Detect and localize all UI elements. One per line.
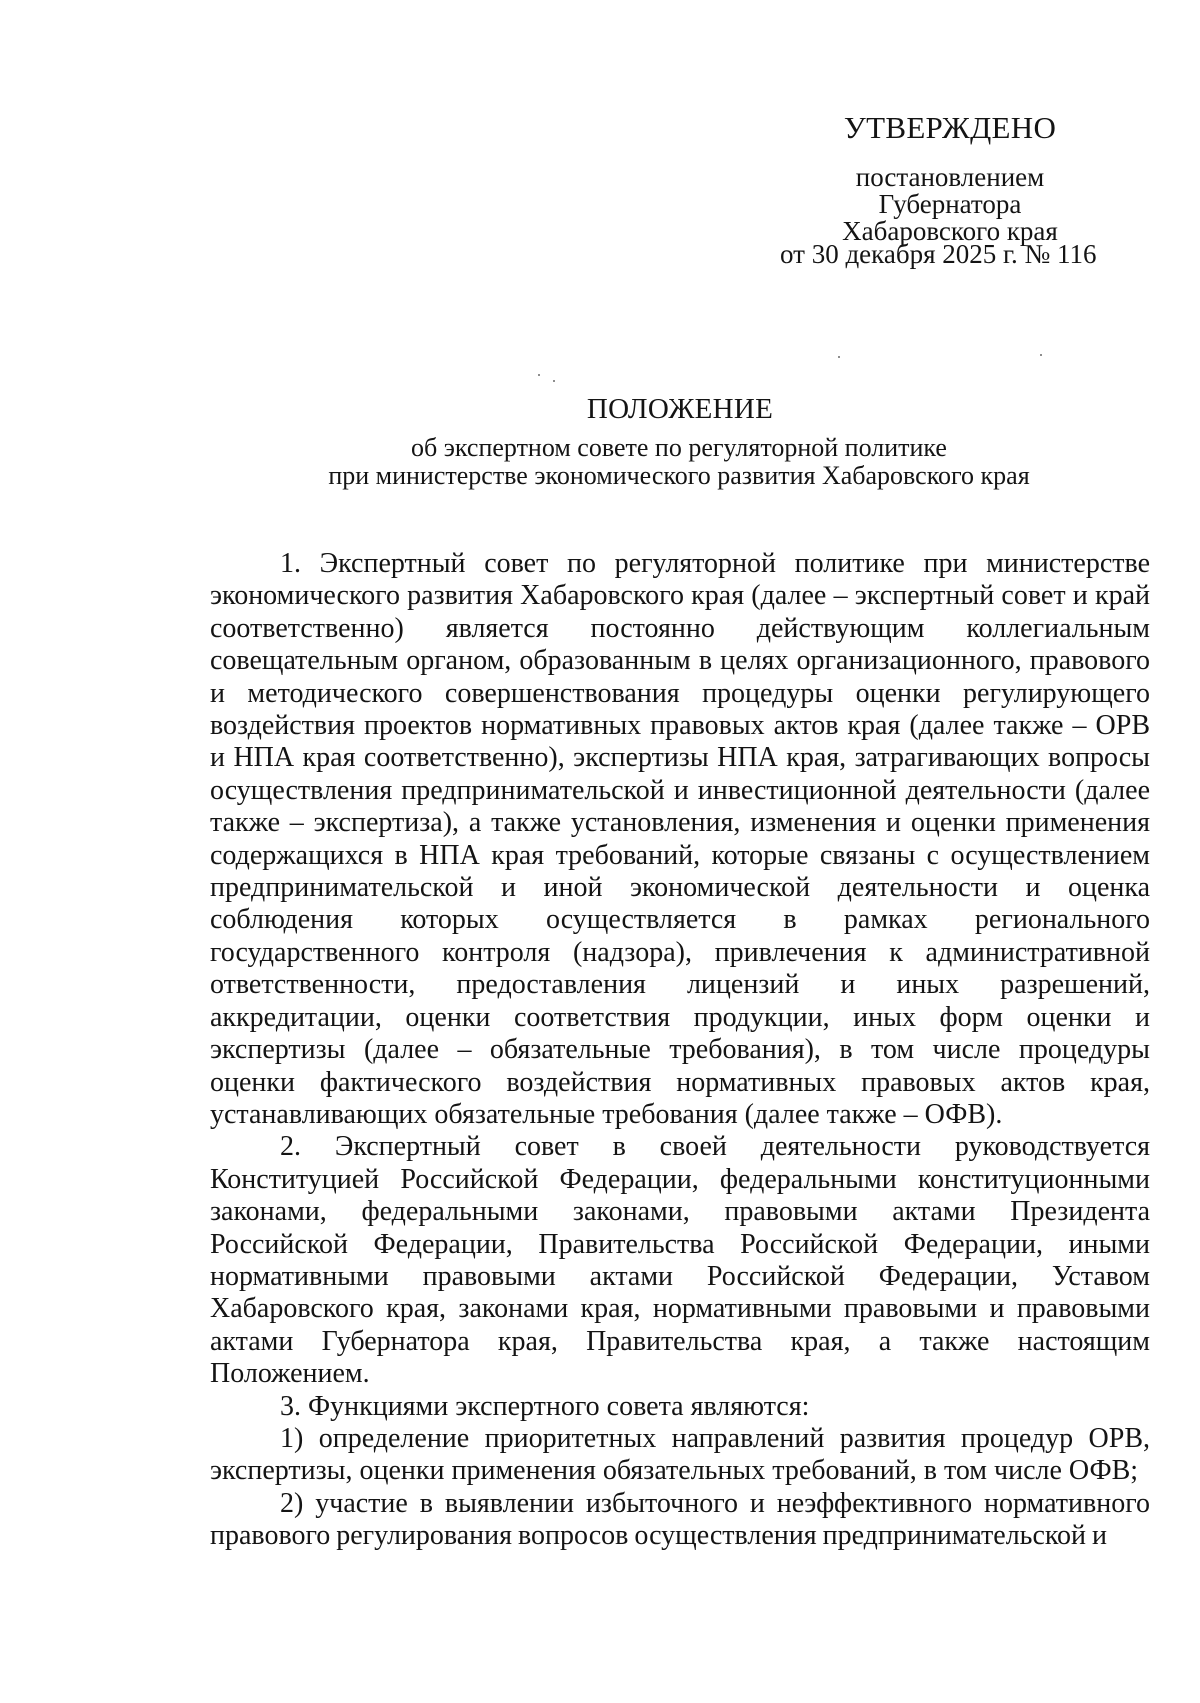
document-subtitle-line: при министерстве экономического развития Хабаровского края	[328, 461, 1030, 490]
document-title: ПОЛОЖЕНИЕ	[586, 393, 774, 425]
scan-speck	[553, 380, 555, 382]
paragraph-1: 1. Экспертный совет по регуляторной политике при министерстве экономического развития Хабаровского края (далее – экспертный совет и край соответственно) является постоянно действующим коллегиальным совещательным органом, образованным в целях организационного, правового и методического совершенствования процедуры оценки регулирующего воздействия проектов нормативных правовых актов края (далее также – ОРВ и НПА края соответственно), экспертизы НПА края, затрагивающих вопросы осуществления предпринимательской и инвестиционной деятельности (далее также – экспертиза), а также установления, изменения и оценки применения содержащихся в НПА края требований, которые связаны с осуществлением предпринимательской и иной экономической деятельности и оценка соблюдения которых осуществляется в рамках регионального государственного контроля (надзора), привлечения к административной ответственности, предоставления лицензий и иных разрешений, аккредитации, оценки соответствия продукции, иных форм оценки и экспертизы (далее – обязательные требования), в том числе процедуры оценки фактического воздействия нормативных правовых актов края, устанавливающих обязательные требования (далее также – ОФВ).	[210, 548, 1150, 1130]
paragraph-3: 3. Функциями экспертного совета являются:	[280, 1390, 810, 1422]
approval-region-line: Хабаровского края	[842, 216, 1058, 246]
document-body	[210, 548, 1150, 1553]
scan-speck	[838, 356, 840, 358]
paragraph-3-item-2: 2) участие в выявлении избыточного и неэффективного нормативного правового регулирования вопросов осуществления предпринимательской и	[210, 1487, 1150, 1552]
approval-block	[760, 108, 1140, 245]
scan-speck	[538, 374, 540, 376]
approval-resolution-line: постановлением	[855, 162, 1045, 192]
approval-date: от 30 декабря 2025 г. № 116	[780, 239, 1097, 269]
document-subtitle	[0, 434, 1200, 490]
approval-governor-line: Губернатора	[878, 189, 1022, 219]
paragraph-2: 2. Экспертный совет в своей деятельности руководствуется Конституцией Российской Федерации, федеральными конституционными законами, федеральными законами, правовыми актами Президента Российской Федерации, Правительства Российской Федерации, иными нормативными правовыми актами Российской Федерации, Уставом Хабаровского края, законами края, нормативными правовыми и правовыми актами Губернатора края, Правительства края, а также настоящим Положением.	[210, 1131, 1150, 1390]
document-subtitle-line: об экспертном совете по регуляторной политике	[411, 433, 947, 462]
paragraph-3-item-1: 1) определение приоритетных направлений развития процедур ОРВ, экспертизы, оценки применения обязательных требований, в том числе ОФВ;	[210, 1422, 1150, 1487]
scan-speck	[1040, 354, 1042, 356]
approval-title: УТВЕРЖДЕНО	[843, 110, 1057, 145]
